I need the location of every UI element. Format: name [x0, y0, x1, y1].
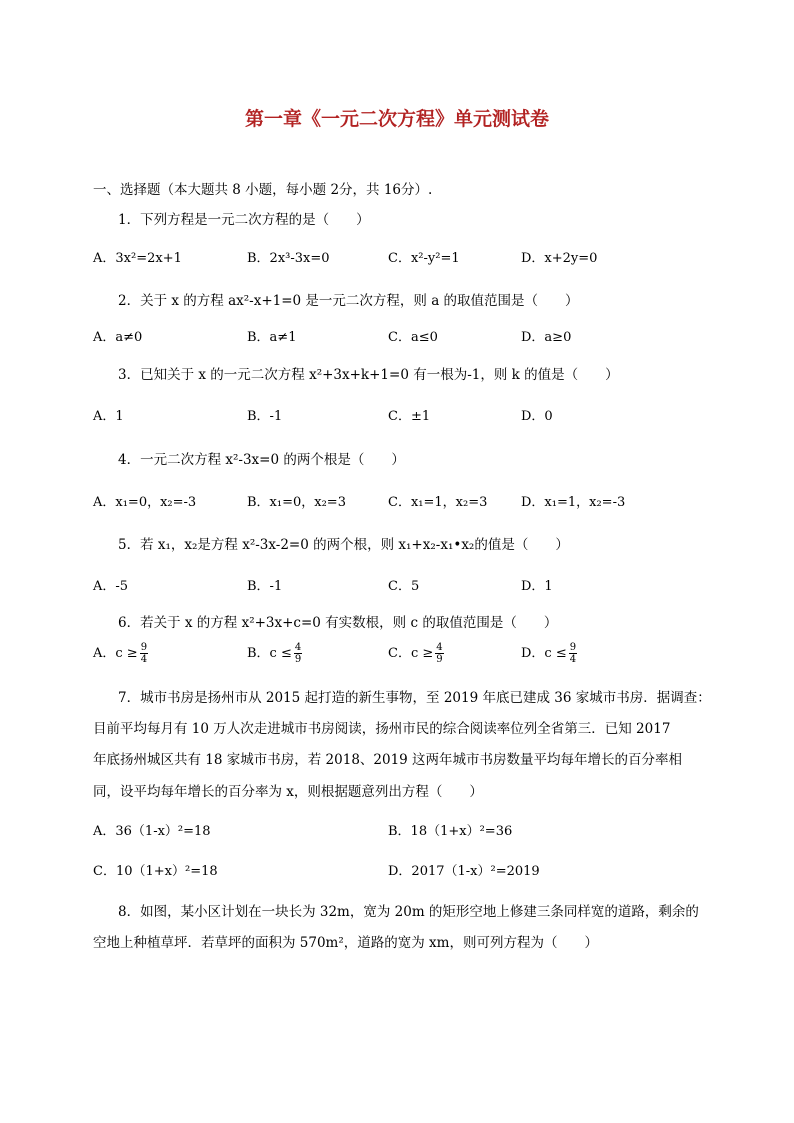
question-4-option-a: A．x₁=0，x₂=-3	[93, 495, 197, 510]
question-3-option-d: D．0	[521, 409, 553, 424]
question-3-stem: 3．已知关于 x 的一元二次方程 x²+3x+k+1=0 有一根为-1，则 k 的值是（ ）	[118, 367, 619, 383]
question-7-option-c: C．10（1+x）²=18	[93, 864, 218, 879]
question-2-option-c: C．a≤0	[388, 330, 438, 345]
question-2-option-a: A．a≠0	[93, 330, 143, 345]
question-6-option-d	[521, 642, 577, 665]
question-6-option-b	[247, 642, 302, 665]
question-3-option-b: B．-1	[247, 409, 283, 424]
fraction: $\frac{4}{9}$	[294, 642, 302, 665]
fraction: $\frac{4}{9}$	[436, 642, 443, 665]
section-heading: 一、选择题（本大题共 8 小题，每小题 2分，共 16分）.	[93, 182, 433, 198]
question-4-option-b: B．x₁=0，x₂=3	[247, 495, 346, 510]
question-1-stem: 1．下列方程是一元二次方程的是（ ）	[118, 212, 370, 228]
question-4-stem: 4．一元二次方程 x²-3x=0 的两个根是（ ）	[118, 452, 405, 468]
question-6-stem: 6．若关于 x 的方程 x²+3x+c=0 有实数根，则 c 的取值范围是（ ）	[118, 615, 558, 631]
question-2-option-b: B．a≠1	[247, 330, 297, 345]
question-1-option-a: A．3x²=2x+1	[93, 251, 182, 266]
question-1-option-d: D．x+2y=0	[521, 251, 598, 266]
question-7-option-d: D．2017（1-x）²=2019	[388, 864, 540, 879]
question-7-line-1: 7．城市书房是扬州市从 2015 起打造的新生事物，至 2019 年底已建成 36 家城市书房．据调查：	[118, 690, 711, 706]
question-6-option-c	[388, 642, 444, 665]
question-8-line-2: 空地上种植草坪．若草坪的面积为 570m²，道路的宽为 xm，则可列方程为（ ）	[93, 935, 598, 951]
option-c-label: C．c ≥	[388, 646, 434, 661]
question-1-option-c: C．x²-y²=1	[388, 251, 460, 266]
question-7-line-4: 同，设平均每年增长的百分率为 x，则根据题意列出方程（ ）	[93, 784, 483, 800]
question-5-option-b: B．-1	[247, 579, 283, 594]
fraction: $\frac{9}{4}$	[140, 642, 148, 665]
question-7-line-2: 目前平均每月有 10 万人次走进城市书房阅读，扬州市民的综合阅读率位列全省第三．已知 2017	[93, 721, 671, 737]
question-2-option-d: D．a≥0	[521, 330, 572, 345]
question-7-option-a: A．36（1-x）²=18	[93, 824, 211, 839]
option-d-label: D．c ≤	[521, 646, 567, 661]
question-5-stem: 5．若 x₁，x₂是方程 x²-3x-2=0 的两个根，则 x₁+x₂-x₁•x₂的值是（ ）	[118, 537, 569, 553]
question-8-line-1: 8．如图，某小区计划在一块长为 32m，宽为 20m 的矩形空地上修建三条同样宽的道路，剩余的	[118, 904, 699, 920]
question-6-option-a	[93, 642, 148, 665]
option-a-label: A．c ≥	[93, 646, 138, 661]
question-2-stem: 2．关于 x 的方程 ax²-x+1=0 是一元二次方程，则 a 的取值范围是（ ）	[118, 293, 579, 309]
question-3-option-a: A．1	[93, 409, 124, 424]
fraction: $\frac{9}{4}$	[569, 642, 577, 665]
option-b-label: B．c ≤	[247, 646, 292, 661]
question-3-option-c: C．±1	[388, 409, 431, 424]
question-1-option-b: B．2x³-3x=0	[247, 251, 330, 266]
question-5-option-c: C．5	[388, 579, 420, 594]
question-5-option-d: D．1	[521, 579, 553, 594]
page-title: 第一章《一元二次方程》单元测试卷	[244, 108, 549, 130]
question-4-option-d: D．x₁=1，x₂=-3	[521, 495, 626, 510]
question-7-option-b: B．18（1+x）²=36	[388, 824, 513, 839]
question-5-option-a: A．-5	[93, 579, 129, 594]
question-7-line-3: 年底扬州城区共有 18 家城市书房，若 2018、2019 这两年城市书房数量平均每年增长的百分率相	[93, 752, 683, 768]
question-4-option-c: C．x₁=1，x₂=3	[388, 495, 488, 510]
